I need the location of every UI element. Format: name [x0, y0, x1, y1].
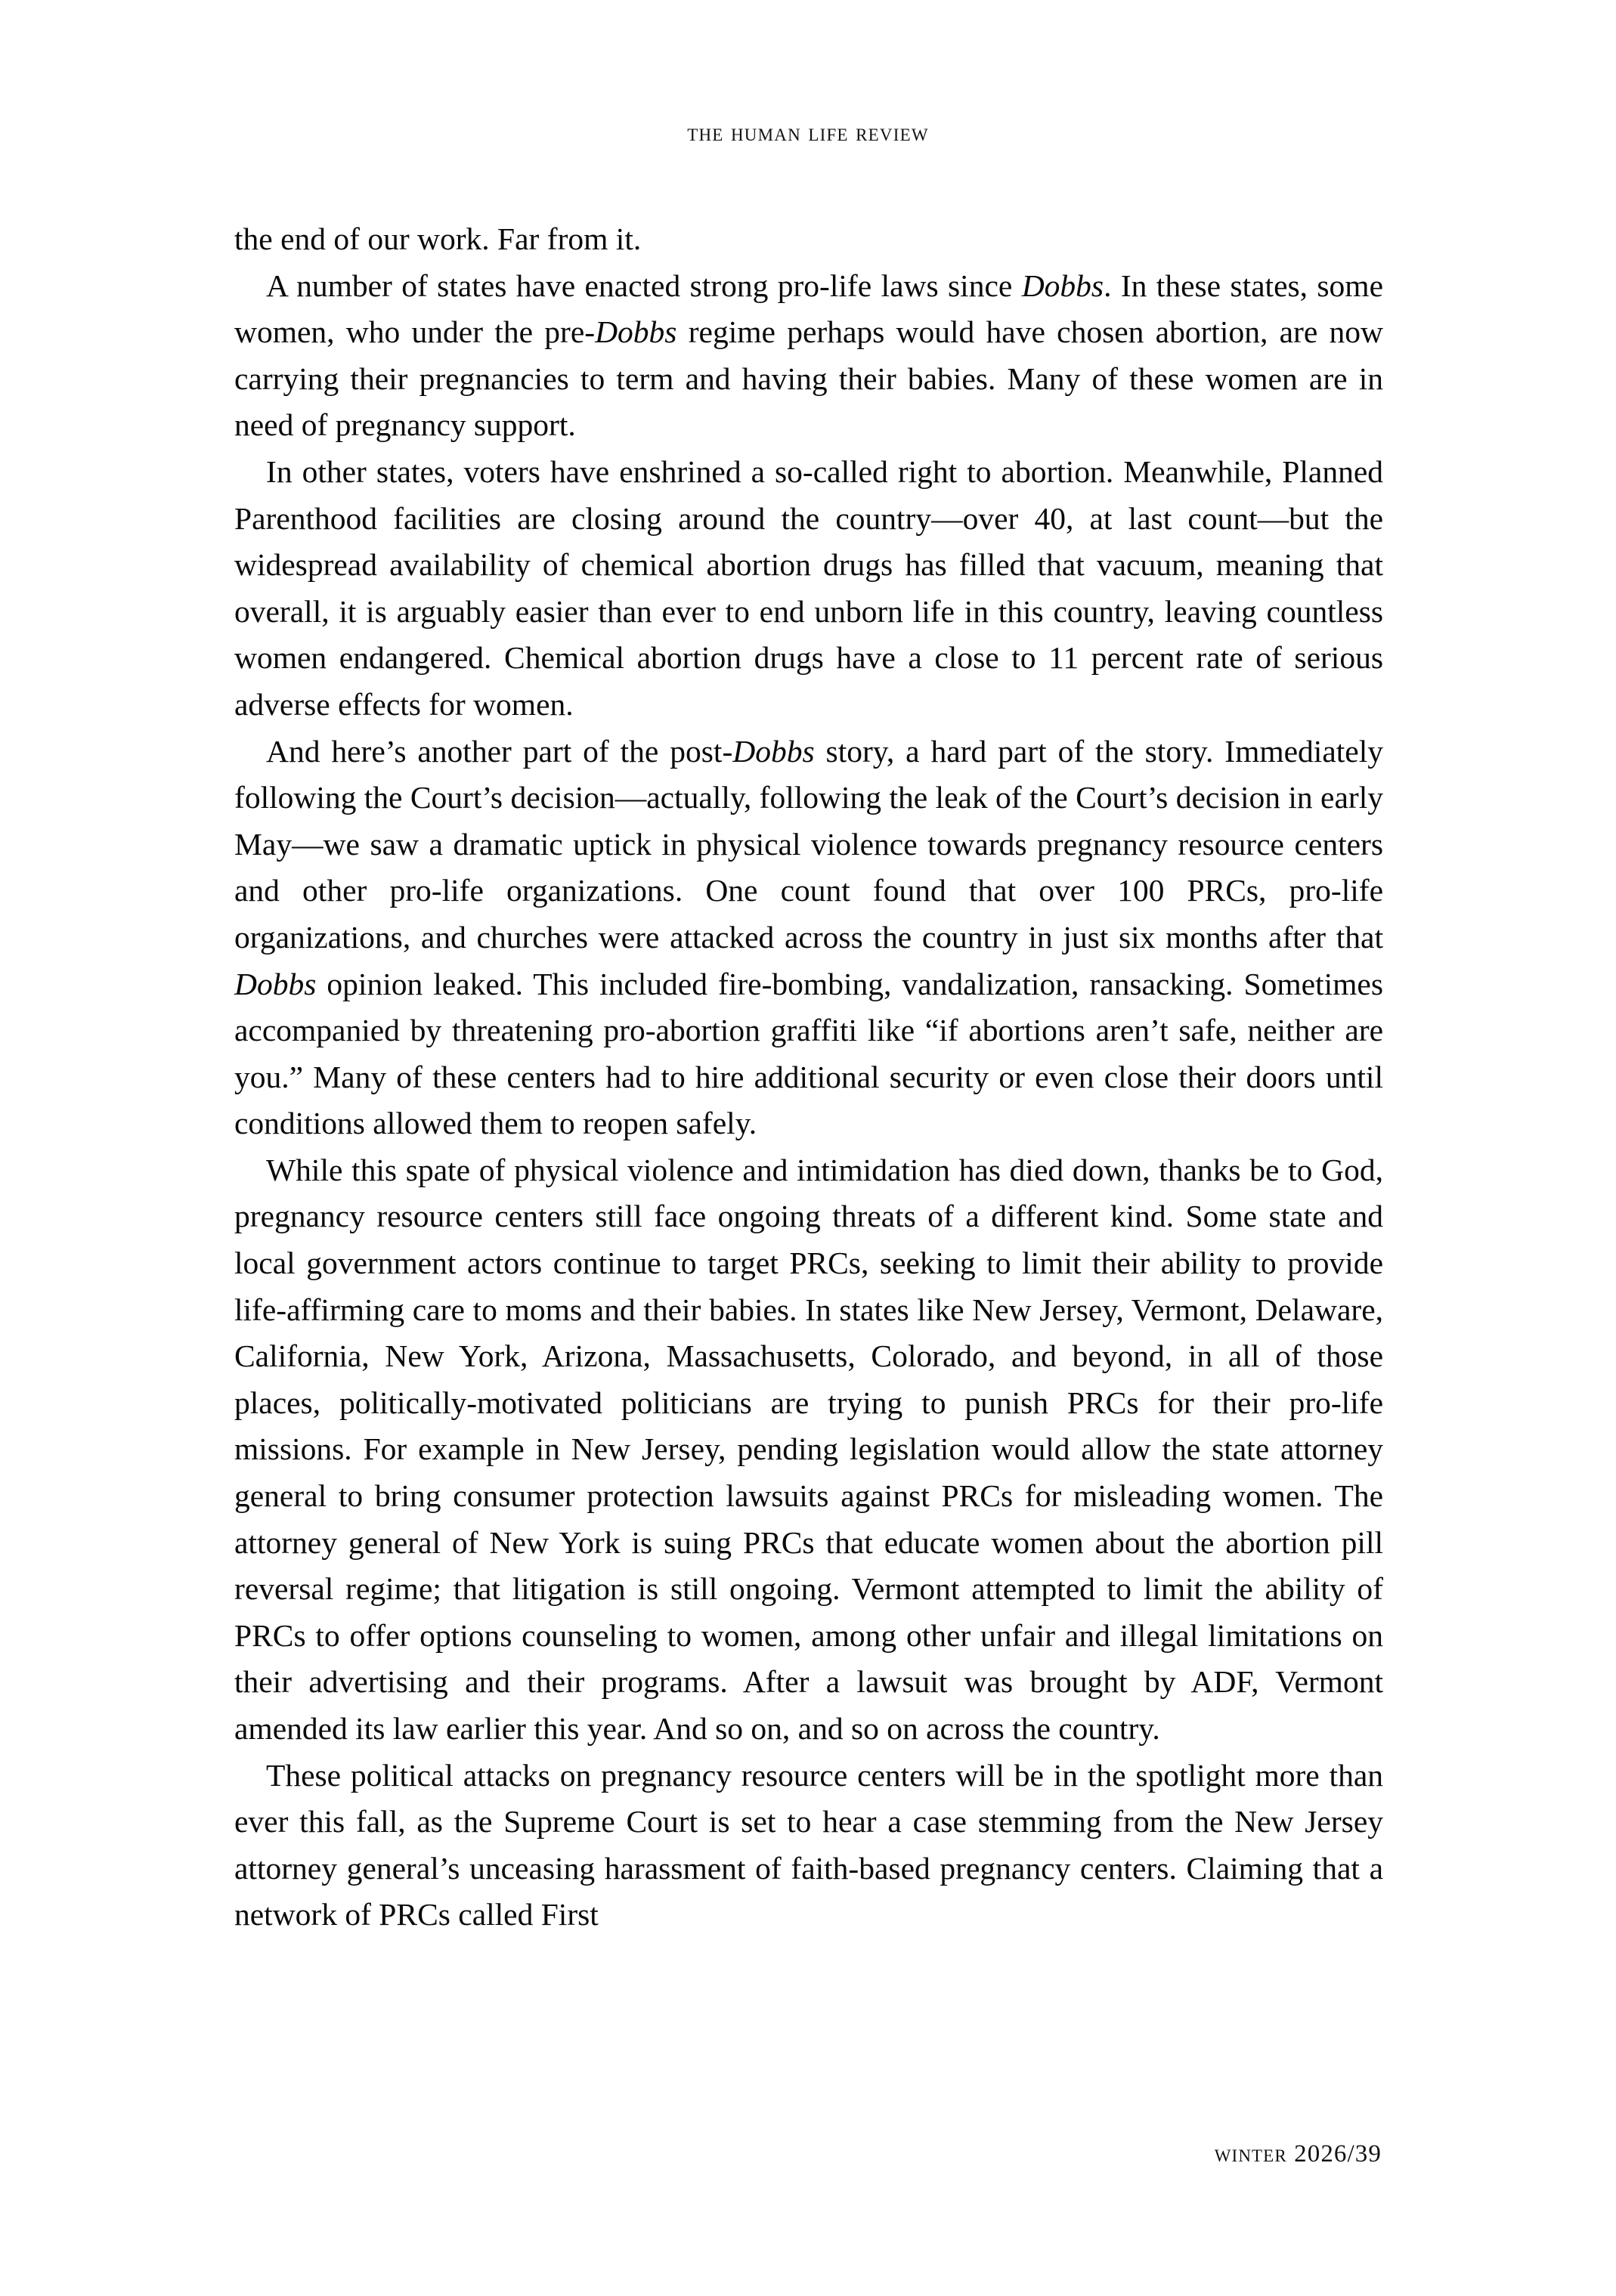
paragraph: [234, 1147, 1383, 1753]
italic-case-name: Dobbs: [732, 733, 815, 769]
italic-case-name: Dobbs: [1021, 268, 1104, 303]
page-folio: [1215, 2140, 1382, 2168]
italic-case-name: Dobbs: [234, 966, 317, 1001]
paragraph: [234, 729, 1383, 1147]
running-head: [0, 119, 1616, 147]
text-run: the end of our work. Far from it.: [234, 221, 642, 256]
body-text-block: [234, 216, 1383, 1939]
running-head-text: the human life review: [687, 119, 929, 147]
text-run: . In these states, some women, who under the pre-: [234, 268, 1384, 350]
text-run: regime perhaps would have chosen abortion, are now carrying their pregnancies to term and having their babies. Many of these women are in need of pregnancy support.: [234, 314, 1383, 443]
folio-text: winter 2026/39: [1214, 2140, 1382, 2168]
text-run: opinion leaked. This included fire-bombing, vandalization, ransacking. Sometimes accompanied by threatening pro-abortion graffiti like “if abortions aren’t safe, neither are you.” Many of these centers had to hire additional security or even close their doors until conditions allowed them to reopen safely.: [234, 966, 1383, 1141]
paragraph: [234, 1753, 1383, 1939]
text-run: And here’s another part of the post-: [266, 733, 733, 769]
paragraph: [234, 263, 1383, 449]
text-run: A number of states have enacted strong pro-life laws since: [266, 268, 1022, 303]
text-run: story, a hard part of the story. Immediately following the Court’s decision—actually, following the leak of the Court’s decision in early May—we saw a dramatic uptick in physical violence towards pregnancy resource centers and other pro-life organizations. One count found that over 100 PRCs, pro-life organizations, and churches were attacked across the country in just six months after that: [234, 733, 1383, 955]
paragraph: [234, 216, 1383, 263]
italic-case-name: Dobbs: [595, 314, 677, 350]
text-run: In other states, voters have enshrined a so-called right to abortion. Meanwhile, Planned Parenthood facilities are closing around the country—over 40, at last count—but the widespread availability of chemical abortion drugs has filled that vacuum, meaning that overall, it is arguably easier than ever to end unborn life in this country, leaving countless women endangered. Chemical abortion drugs have a close to 11 percent rate of serious adverse effects for women.: [234, 453, 1383, 722]
text-run: While this spate of physical violence and intimidation has died down, thanks be to God, pregnancy resource centers still face ongoing threats of a different kind. Some state and local government actors continue to target PRCs, seeking to limit their ability to provide life-affirming care to moms and their babies. In states like New Jersey, Vermont, Delaware, California, New York, Arizona, Massachusetts, Colorado, and beyond, in all of those places, politically-motivated politicians are trying to punish PRCs for their pro-life missions. For example in New Jersey, pending legislation would allow the state attorney general to bring consumer protection lawsuits against PRCs for misleading women. The attorney general of New York is suing PRCs that educate women about the abortion pill reversal regime; that litigation is still ongoing. Vermont attempted to limit the ability of PRCs to offer options counseling to women, among other unfair and illegal limitations on their advertising and their programs. After a lawsuit was brought by ADF, Vermont amended its law earlier this year. And so on, and so on across the country.: [234, 1152, 1383, 1746]
text-run: These political attacks on pregnancy resource centers will be in the spotlight more than ever this fall, as the Supreme Court is set to hear a case stemming from the New Jersey attorney general’s unceasing harassment of faith-based pregnancy centers. Claiming that a network of PRCs called First: [234, 1757, 1383, 1932]
paragraph: [234, 449, 1383, 729]
